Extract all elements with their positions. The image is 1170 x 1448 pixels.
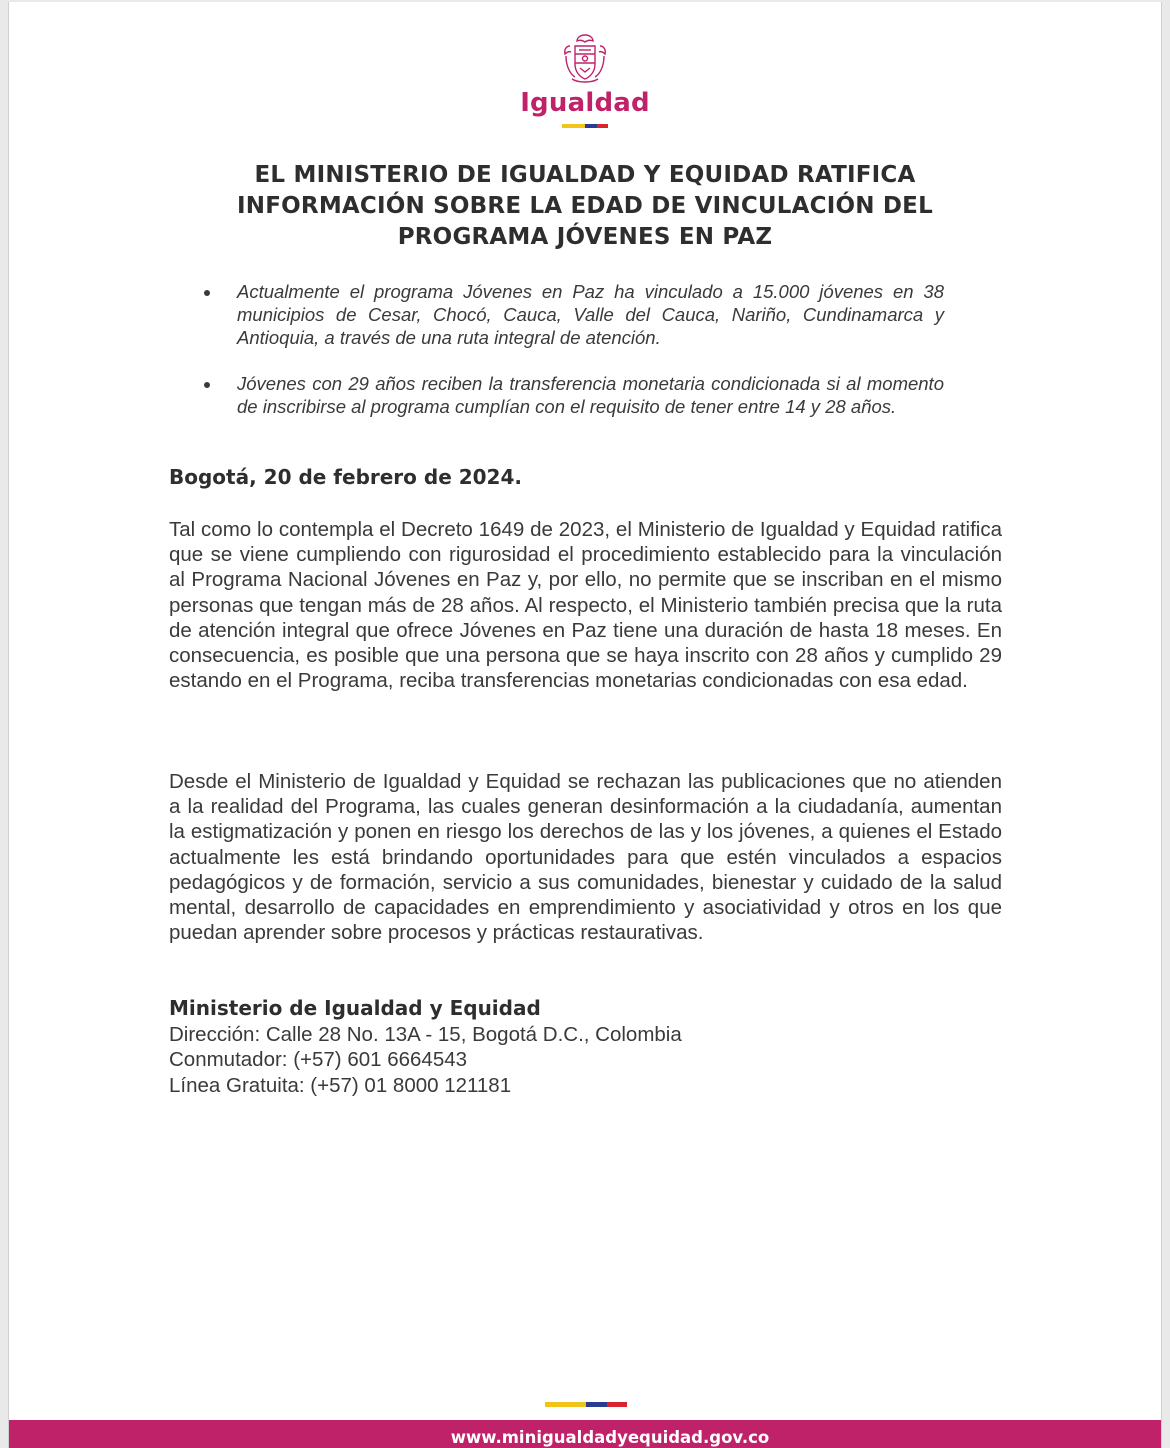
ministry-logo <box>9 32 1161 128</box>
footer-flag-stripe <box>545 1402 627 1407</box>
title-line-1: EL MINISTERIO DE IGUALDAD Y EQUIDAD RATIFICA <box>254 162 916 188</box>
contact-org-name: Ministerio de Igualdad y Equidad <box>169 996 541 1020</box>
website-link[interactable]: www.minigualdadyequidad.gov.co <box>450 1428 770 1447</box>
body-paragraph: Desde el Ministerio de Igualdad y Equidad se rechazan las publicaciones que no atienden a la realidad del Programa, las cuales generan desinformación a la ciudadanía, aumentan la estigmatización y ponen en riesgo los derechos de las y los jóvenes, a quienes el Estado actualmente les está brindando oportunidades para que estén vinculados a espacios pedagógicos y de formación, servicio a sus comunidades, bienestar y cuidado de la salud mental, desarrollo de capacidades en emprendimiento y asociatividad y otros en los que puedan aprender sobre procesos y prácticas restaurativas. <box>169 770 1002 945</box>
press-release-title <box>149 160 1021 253</box>
contact-block <box>169 996 682 1098</box>
footer-bar <box>9 1420 1161 1448</box>
contact-toll-free: Línea Gratuita: (+57) 01 8000 121181 <box>169 1073 512 1097</box>
title-line-2: INFORMACIÓN SOBRE LA EDAD DE VINCULACIÓN DEL <box>237 193 933 219</box>
coat-of-arms-icon <box>562 32 608 86</box>
bullet-item: Actualmente el programa Jóvenes en Paz ha vinculado a 15.000 jóvenes en 38 municipios de Cesar, Chocó, Cauca, Valle del Cauca, Nariño, Cundinamarca y Antioquia, a través de una ruta integral de atención. <box>204 280 944 349</box>
logo-wordmark: Igualdad <box>520 88 650 118</box>
body-paragraph: Tal como lo contempla el Decreto 1649 de 2023, el Ministerio de Igualdad y Equidad ratifica que se viene cumpliendo con rigurosidad el procedimiento establecido para la vinculación al Programa Nacional Jóvenes en Paz y, por ello, no permite que se inscriban en el mismo personas que tengan más de 28 años. Al respecto, el Ministerio también precisa que la ruta de atención integral que ofrece Jóvenes en Paz tiene una duración de hasta 18 meses. En consecuencia, es posible que una persona que se haya inscrito con 28 años y cumplido 29 estando en el Programa, reciba transferencias monetarias condicionadas con esa edad. <box>169 518 1002 693</box>
dateline: Bogotá, 20 de febrero de 2024. <box>169 465 522 489</box>
contact-address: Dirección: Calle 28 No. 13A - 15, Bogotá D.C., Colombia <box>169 1022 682 1046</box>
colombia-flag-stripe <box>562 124 608 128</box>
summary-bullets <box>204 280 944 441</box>
contact-phone: Conmutador: (+57) 601 6664543 <box>169 1048 468 1071</box>
bullet-item: Jóvenes con 29 años reciben la transferencia monetaria condicionada si al momento de inscribirse al programa cumplían con el requisito de tener entre 14 y 28 años. <box>204 372 944 418</box>
title-line-3: PROGRAMA JÓVENES EN PAZ <box>397 224 773 250</box>
document-page <box>8 2 1162 1448</box>
